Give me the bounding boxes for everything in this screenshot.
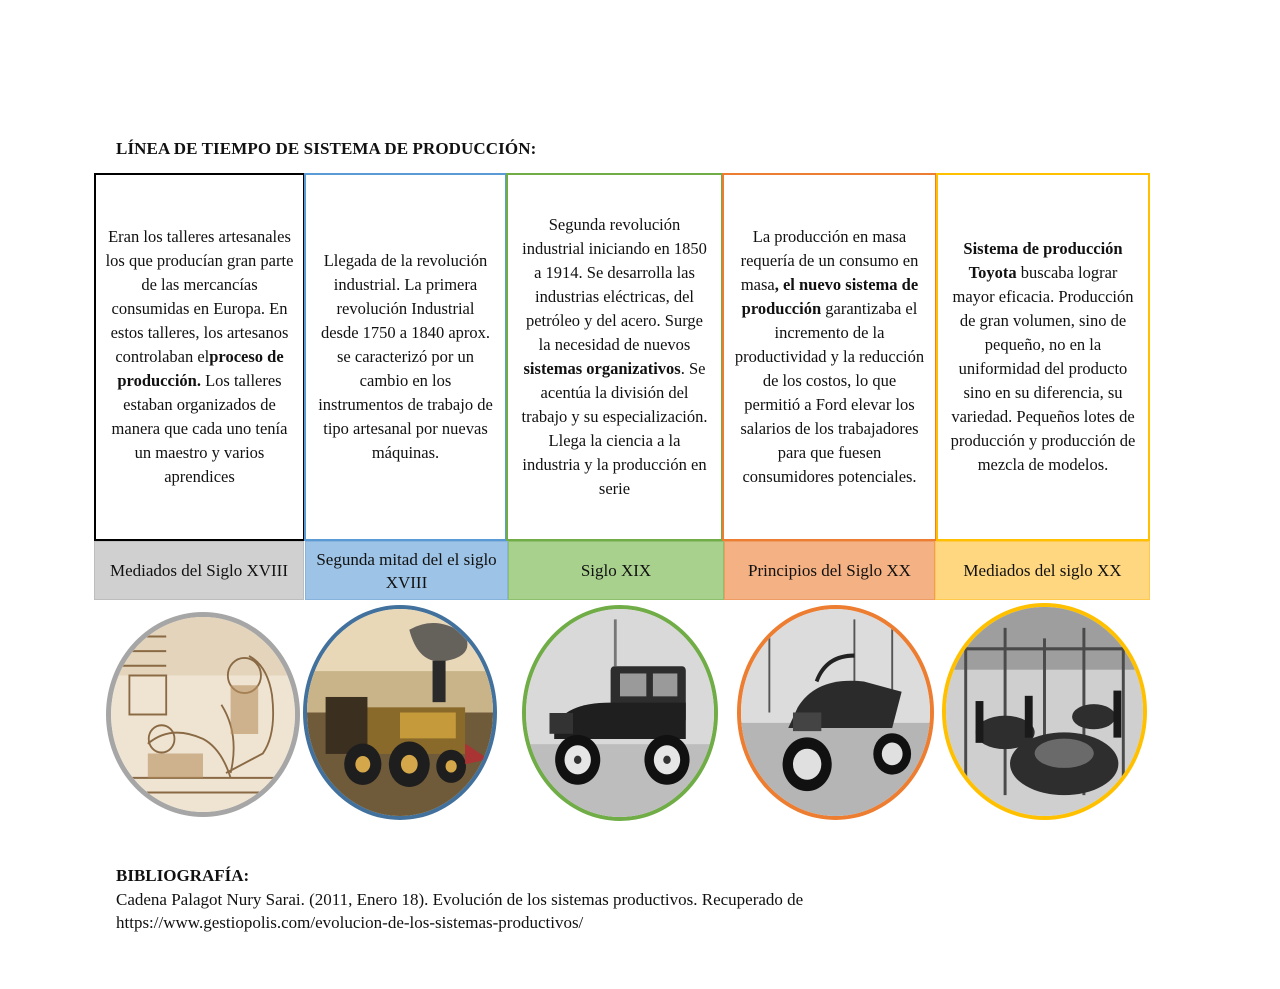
steam-locomotive-illustration xyxy=(303,605,497,820)
period-5-description xyxy=(936,173,1150,541)
period-2-era-label: Segunda mitad del el siglo XVIII xyxy=(305,541,508,600)
artisan-workshop-illustration xyxy=(106,612,300,817)
page-title: LÍNEA DE TIEMPO DE SISTEMA DE PRODUCCIÓN: xyxy=(116,139,537,158)
period-1-text-b: Los talleres estaban organizados de manera que cada uno tenía un maestro y varios aprendices xyxy=(111,371,288,486)
period-2-description xyxy=(304,173,507,541)
period-5-text-b: buscaba lograr mayor eficacia. Producción de gran volumen, sino de pequeño, no en la uniformidad del producto sino en su diferencia, su variedad. Pequeños lotes de producción y producción de mezcla de modelos. xyxy=(950,263,1136,474)
period-4-text-a: La producción en masa requería de un consumo en masa xyxy=(740,227,919,294)
period-1-era-label: Mediados del Siglo XVIII xyxy=(94,541,304,600)
period-3-text-a: Segunda revolución industrial iniciando en 1850 a 1914. Se desarrolla las industrias eléctricas, del petróleo y del acero. Surge la necesidad de nuevos xyxy=(522,215,707,354)
period-3-era-label: Siglo XIX xyxy=(508,541,724,600)
period-3-text-b: . Se acentúa la división del trabajo y su especialización. Llega la ciencia a la industria y la producción en serie xyxy=(521,359,708,498)
bibliography-line-1: Cadena Palagot Nury Sarai. (2011, Enero 18). Evolución de los sistemas productivos. Recuperado de xyxy=(116,890,804,909)
bibliography-url[interactable]: https://www.gestiopolis.com/evolucion-de-los-sistemas-productivos/ xyxy=(116,913,584,932)
period-5-era-label: Mediados del siglo XX xyxy=(935,541,1150,600)
period-2-text-a: Llegada de la revolución industrial. La primera revolución Industrial desde 1750 a 1840 aprox. se caracterizó por un cambio en los instrumentos de trabajo de tipo artesanal por nuevas máquinas. xyxy=(318,251,493,462)
ford-model-t-photo xyxy=(737,605,934,820)
period-1-bold: proceso de producción. xyxy=(117,347,284,390)
period-4-era-label: Principios del Siglo XX xyxy=(724,541,935,600)
bibliography-heading: BIBLIOGRAFÍA: xyxy=(116,866,250,885)
period-1-description xyxy=(94,173,305,541)
assembly-line-photo xyxy=(942,603,1147,820)
period-4-description xyxy=(722,173,937,541)
period-3-bold: sistemas organizativos xyxy=(523,359,681,378)
period-3-description xyxy=(506,173,723,541)
period-4-text-b: garantizaba el incremento de la productividad y la reducción de los costos, lo que permitió a Ford elevar los salarios de los trabajadores para que fuesen consumidores potenciales. xyxy=(734,299,925,486)
period-1-text-a: Eran los talleres artesanales los que producían gran parte de las mercancías consumidas en Europa. En estos talleres, los artesanos controlaban el xyxy=(105,227,294,366)
bibliography-entry xyxy=(116,888,803,934)
vintage-car-photo xyxy=(522,605,718,821)
period-5-bold: Sistema de producción Toyota xyxy=(963,239,1123,282)
period-4-bold: , el nuevo sistema de producción xyxy=(741,275,919,318)
